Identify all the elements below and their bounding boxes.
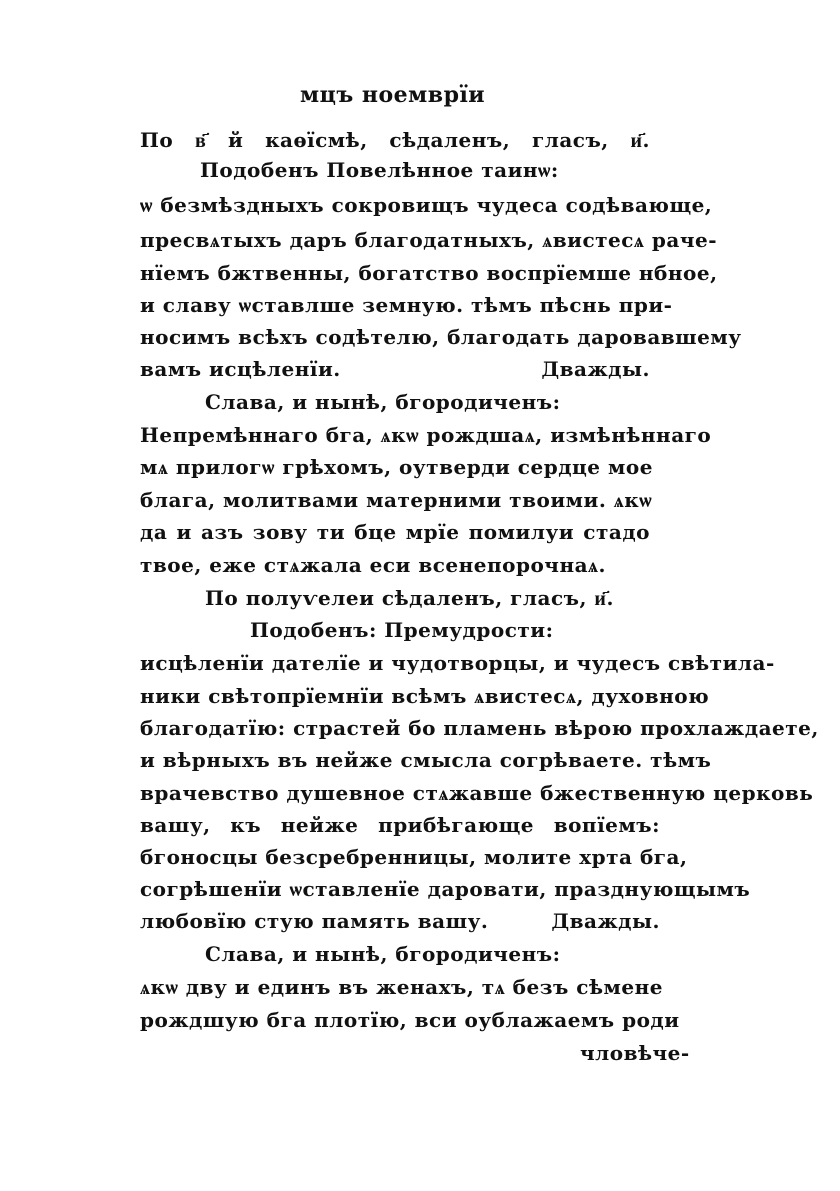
text-line: исцѣленїи дателїе и чудотворцы, и чудесъ свѣтила- bbox=[140, 651, 775, 675]
catchword: чловѣче- bbox=[580, 1041, 690, 1065]
text-line: ѧкѡ дву и единъ въ женахъ, тѧ безъ сѣмене bbox=[140, 975, 663, 999]
text-line: и вѣрныхъ въ нейже смысла согрѣваете. тѣмъ bbox=[140, 748, 712, 772]
repeat-marker: Дважды. bbox=[551, 909, 660, 933]
text-line: ѡ безмѣздныхъ сокровищъ чудеса содѣвающе, bbox=[140, 193, 713, 217]
text-line: врачевство душевное стѧжавше бжественную церковь bbox=[140, 781, 814, 805]
text-line: согрѣшенїи ѡставленїе даровати, празднующымъ bbox=[140, 877, 751, 901]
text-line: бгоносцы безсребренницы, молите хрта бга, bbox=[140, 845, 688, 869]
text-line-heading: Слава, и нынѣ, бгородиченъ: bbox=[205, 942, 561, 966]
line-text: любовїю стую память вашу. bbox=[140, 909, 489, 933]
text-line bbox=[140, 906, 660, 936]
text-line: да и азъ зову ти бце мрїе помилуи стадо bbox=[140, 520, 650, 544]
text-line-heading: Слава, и нынѣ, бгородиченъ: bbox=[205, 390, 561, 414]
text-line: благодатїю: страстей бо пламень вѣрою прохлаждаете, bbox=[140, 716, 819, 740]
text-line: По в҃ й каѳїсмѣ, сѣдаленъ, гласъ, и҃. bbox=[140, 128, 650, 152]
text-line-heading: По полуѵелеи сѣдаленъ, гласъ, и҃. bbox=[205, 586, 614, 610]
text-line: мѧ прилогѡ грѣхомъ, оутверди сердце мое bbox=[140, 455, 653, 479]
text-line: блага, молитвами матерними твоими. ѧкѡ bbox=[140, 488, 653, 512]
text-line-heading: Подобенъ Повелѣнное таинѡ: bbox=[200, 158, 559, 182]
text-line: и славу ѡставлше земную. тѣмъ пѣснь при- bbox=[140, 293, 673, 317]
text-line: нїемъ бжтвенны, богатство воспрїемше нбное, bbox=[140, 261, 718, 285]
line-text: вамъ исцѣленїи. bbox=[140, 357, 341, 381]
text-line-heading: Подобенъ: Премудрости: bbox=[250, 618, 554, 642]
text-line: Непремѣннаго бга, ѧкѡ рождшаѧ, измѣнѣннаго bbox=[140, 423, 712, 447]
text-line: носимъ всѣхъ содѣтелю, благодать даровавшему bbox=[140, 325, 742, 349]
text-line: рождшую бга плотїю, вси оублажаемъ роди bbox=[140, 1008, 680, 1032]
running-header: мцъ ноемврїи bbox=[300, 82, 486, 108]
text-line: пресвѧтыхъ даръ благодатныхъ, ѧвистесѧ раче- bbox=[140, 228, 717, 252]
text-line: твое, еже стѧжала еси всенепорочнаѧ. bbox=[140, 553, 606, 577]
text-line: ники свѣтопрїемнїи всѣмъ ѧвистесѧ, духовною bbox=[140, 684, 710, 708]
text-line bbox=[140, 354, 650, 384]
repeat-marker: Дважды. bbox=[541, 357, 650, 381]
text-line: вашу, къ нейже прибѣгающе вопїемъ: bbox=[140, 813, 660, 837]
